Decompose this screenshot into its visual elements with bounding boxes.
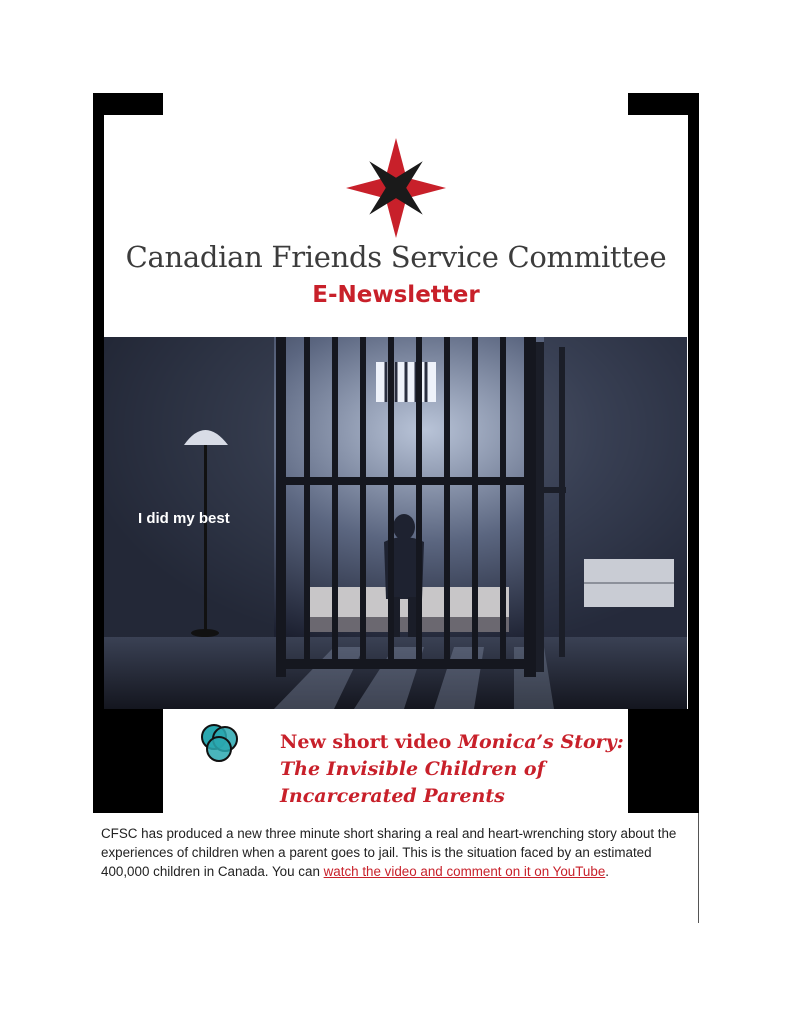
newsletter-subtitle: E-Newsletter (312, 282, 480, 308)
article-headline (280, 729, 625, 810)
overlapping-circles-icon (199, 722, 239, 764)
headline-italic: Monica’s Story: The Invisible Children of Incarcerated Parents (280, 731, 624, 807)
hero-caption: I did my best (138, 510, 230, 527)
org-title: Canadian Friends Service Committee (125, 240, 667, 274)
divider-line (698, 813, 699, 923)
article-body (101, 824, 693, 881)
headline-prefix: New short video (280, 731, 458, 753)
frame-left-bar (93, 93, 104, 813)
youtube-link[interactable]: watch the video and comment on it on YouTube (323, 864, 606, 879)
body-text-main: CFSC has produced a new three minute short sharing a real and heart-wrenching story about the experiences of children when a parent goes to jail. This is the situation faced by an estimated 400,000 children in Canada. You can (101, 826, 677, 879)
frame-bottom-left-block (93, 709, 163, 813)
body-text-end: . (605, 864, 609, 879)
frame-bottom-right-block (628, 709, 699, 813)
red-black-star-icon (346, 138, 446, 238)
frame-right-bar (688, 93, 699, 813)
